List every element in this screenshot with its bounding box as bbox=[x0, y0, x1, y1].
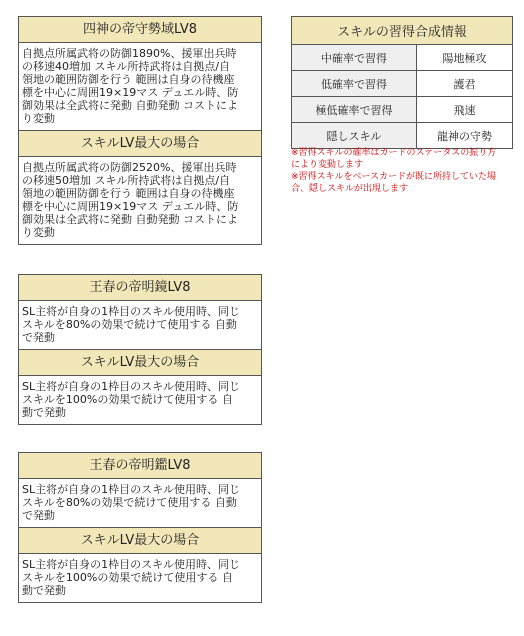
table-row bbox=[292, 97, 513, 123]
skill-max-description: 自拠点所属武将の防御2520%、援軍出兵時 の移速50増加 スキル所持武将は自拠点/自 領地の範囲防御を行う 範囲は自身の待機座 標を中心に周囲19×19マス デュエル時、防 御効果は全武将に発動 自動発動 コストによ り変動 bbox=[22, 161, 239, 239]
row-value: 龍神の守勢 bbox=[417, 123, 513, 149]
skill-max-title: スキルLV最大の場合 bbox=[19, 349, 261, 376]
skill-description: SL主将が自身の1枠目のスキル使用時、同じ スキルを80%の効果で続けて使用する 自動 で発動 bbox=[22, 483, 240, 522]
table-row bbox=[292, 45, 513, 71]
skill-card-2 bbox=[18, 274, 262, 425]
row-label: 低確率で習得 bbox=[292, 71, 417, 97]
row-value: 飛速 bbox=[417, 97, 513, 123]
notes-text: ※習得スキルの確率はカードのステータスの振り方 により変動します ※習得スキルをベースカードが既に所持していた場 合、隠しスキルが出現します bbox=[291, 148, 497, 194]
table-row bbox=[292, 71, 513, 97]
skill-title: 王春の帝明鏡LV8 bbox=[19, 275, 261, 301]
skill-description: SL主将が自身の1枠目のスキル使用時、同じ スキルを80%の効果で続けて使用する 自動 で発動 bbox=[22, 305, 240, 344]
row-value: 護君 bbox=[417, 71, 513, 97]
skill-description: 自拠点所属武将の防御1890%、援軍出兵時 の移速40増加 スキル所持武将は自拠点/自 領地の範囲防御を行う 範囲は自身の待機座 標を中心に周囲19×19マス デュエル時、防 御効果は全武将に発動 自動発動 コストによ り変動 bbox=[22, 47, 239, 125]
skill-card-1 bbox=[18, 16, 262, 245]
skill-synthesis-table bbox=[291, 16, 513, 149]
skill-max-title: スキルLV最大の場合 bbox=[19, 527, 261, 554]
skill-max-title: スキルLV最大の場合 bbox=[19, 130, 261, 157]
row-value: 陽地極攻 bbox=[417, 45, 513, 71]
row-label: 極低確率で習得 bbox=[292, 97, 417, 123]
skill-title: 王春の帝明鑑LV8 bbox=[19, 453, 261, 479]
row-label: 中確率で習得 bbox=[292, 45, 417, 71]
skill-max-description: SL主将が自身の1枠目のスキル使用時、同じ スキルを100%の効果で続けて使用する 自 動で発動 bbox=[22, 558, 240, 597]
table-title: スキルの習得合成情報 bbox=[292, 17, 513, 45]
skill-max-description: SL主将が自身の1枠目のスキル使用時、同じ スキルを100%の効果で続けて使用する 自 動で発動 bbox=[22, 380, 240, 419]
table-row bbox=[292, 123, 513, 149]
skill-title: 四神の帝守勢域LV8 bbox=[19, 17, 261, 43]
skill-card-3 bbox=[18, 452, 262, 603]
row-label: 隠しスキル bbox=[292, 123, 417, 149]
